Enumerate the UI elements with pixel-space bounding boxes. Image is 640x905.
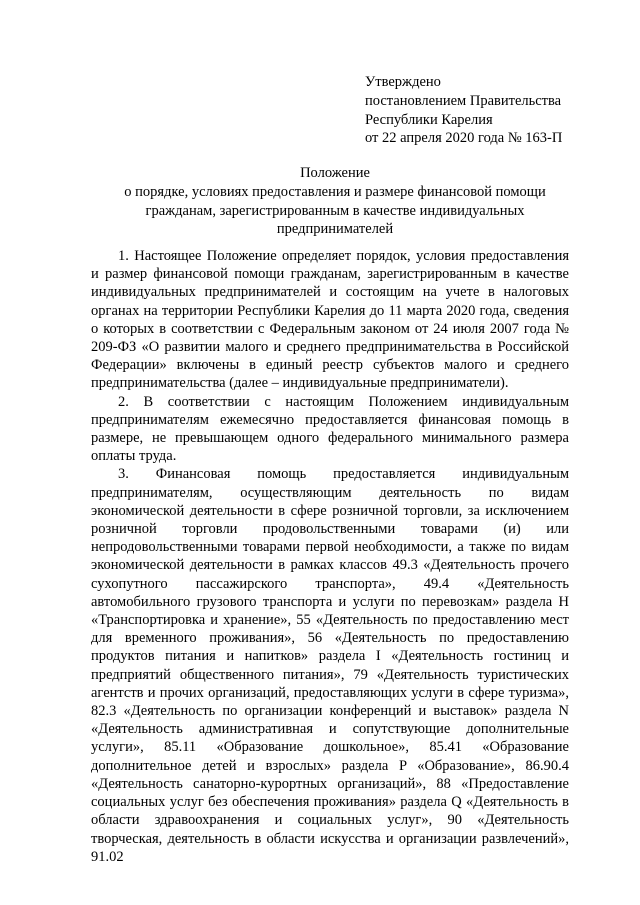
title-subtitle-line: о порядке, условиях предоставления и размере финансовой помощи <box>124 183 546 200</box>
document-body <box>91 247 569 866</box>
approval-line: от 22 апреля 2020 года № 163-П <box>365 130 563 147</box>
title-subtitle-line: гражданам, зарегистрированным в качестве индивидуальных <box>145 202 525 219</box>
title-heading: Положение <box>300 165 370 181</box>
approval-stamp <box>365 73 625 148</box>
paragraph-2: 2. В соответствии с настоящим Положением индивидуальным предпринимателям ежемесячно предоставляется финансовая помощь в размере, не превышающем одного федерального минимального размера оплаты труда. <box>91 393 569 465</box>
approval-line: Республики Карелия <box>365 111 493 128</box>
paragraph-3: 3. Финансовая помощь предоставляется индивидуальным предпринимателям, осуществляющим деятельность по видам экономической деятельности в сфере розничной торговли, за исключением розничной торговли продовольственными товарами (и) или непродовольственными товарами первой необходимости, а также по видам экономической деятельности в рамках классов 49.3 «Деятельность прочего сухопутного пассажирского транспорта», 49.4 «Деятельность автомобильного грузового транспорта и услуги по перевозкам» раздела H «Транспортировка и хранение», 55 «Деятельность по предоставлению мест для временного проживания», 56 «Деятельность по предоставлению продуктов питания и напитков» раздела I «Деятельность гостиниц и предприятий общественного питания», 79 «Деятельность туристических агентств и прочих организаций, предоставляющих услуги в сфере туризма», 82.3 «Деятельность по организации конференций и выставок» раздела N «Деятельность административная и сопутствующие дополнительные услуги», 85.11 «Образование дошкольное», 85.41 «Образование дополнительное детей и взрослых» раздела P «Образование», 86.90.4 «Деятельность санаторно-курортных организаций», 88 «Предоставление социальных услуг без обеспечения проживания» раздела Q «Деятельность в области здравоохранения и социальных услуг», 90 «Деятельность творческая, деятельность в области искусства и организации развлечений», 91.02 <box>91 466 569 865</box>
document-title <box>105 164 565 239</box>
title-subtitle-line: предпринимателей <box>276 221 394 238</box>
approval-line: постановлением Правительства <box>365 92 562 109</box>
approval-line: Утверждено <box>365 74 441 90</box>
paragraph-1: 1. Настоящее Положение определяет порядок, условия предоставления и размер финансовой помощи гражданам, зарегистрированным в качестве индивидуальных предпринимателей и состоящим на учете в налоговых органах на территории Республики Карелия до 11 марта 2020 года, сведения о которых в соответствии с Федеральным законом от 24 июля 2007 года № 209-ФЗ «О развитии малого и среднего предпринимательства в Российской Федерации» включены в единый реестр субъектов малого и среднего предпринимательства (далее – индивидуальные предприниматели). <box>91 248 569 392</box>
